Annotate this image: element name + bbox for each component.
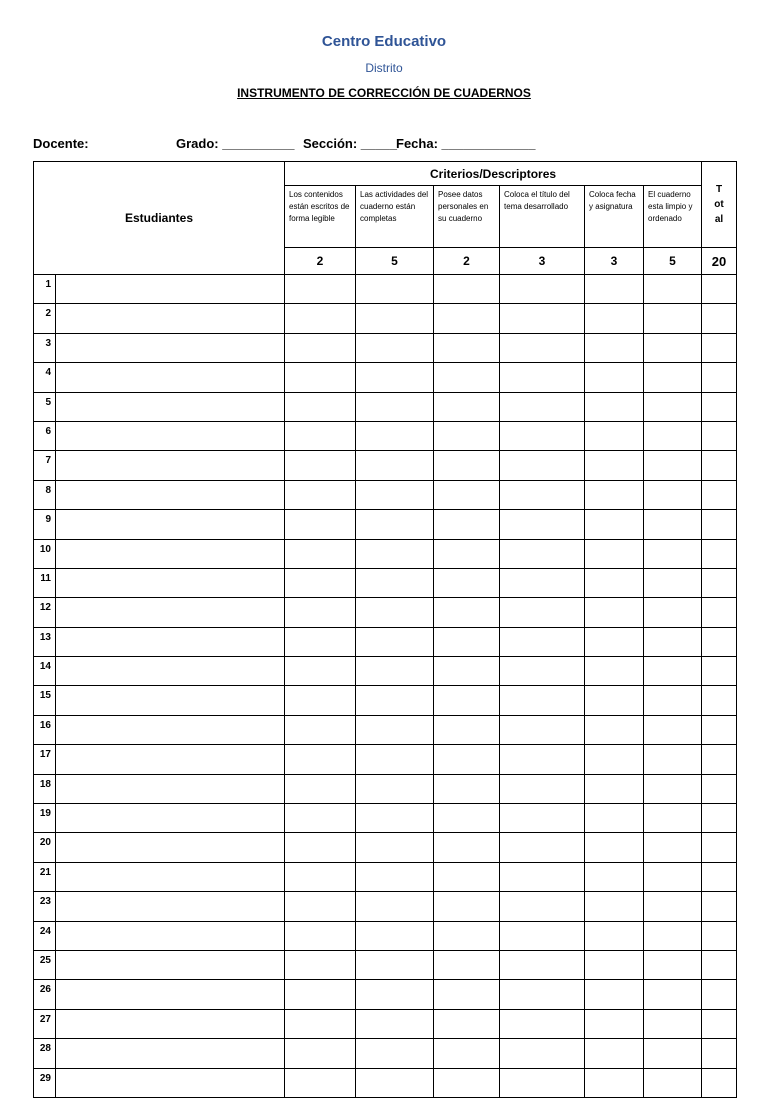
score-cell[interactable] bbox=[285, 980, 356, 1009]
row-number: 13 bbox=[34, 627, 56, 656]
score-cell[interactable] bbox=[500, 539, 585, 568]
student-name-cell[interactable] bbox=[56, 363, 285, 392]
total-cell[interactable] bbox=[702, 686, 737, 715]
score-cell[interactable] bbox=[434, 539, 500, 568]
student-row bbox=[34, 1068, 737, 1097]
student-name-cell[interactable] bbox=[56, 833, 285, 862]
criterion-description: Los contenidos están escritos de forma legible bbox=[285, 186, 356, 248]
total-cell[interactable] bbox=[702, 480, 737, 509]
student-row bbox=[34, 833, 737, 862]
student-row bbox=[34, 539, 737, 568]
score-cell[interactable] bbox=[644, 627, 702, 656]
total-cell[interactable] bbox=[702, 657, 737, 686]
score-cell[interactable] bbox=[500, 598, 585, 627]
student-name-cell[interactable] bbox=[56, 774, 285, 803]
score-cell[interactable] bbox=[585, 804, 644, 833]
student-name-cell[interactable] bbox=[56, 510, 285, 539]
score-cell[interactable] bbox=[500, 333, 585, 362]
score-cell[interactable] bbox=[356, 862, 434, 891]
score-cell[interactable] bbox=[644, 862, 702, 891]
student-name-cell[interactable] bbox=[56, 892, 285, 921]
row-number: 16 bbox=[34, 715, 56, 744]
criterion-points: 2 bbox=[434, 248, 500, 275]
row-number: 7 bbox=[34, 451, 56, 480]
student-name-cell[interactable] bbox=[56, 627, 285, 656]
criteria-header: Criterios/Descriptores bbox=[285, 162, 702, 186]
student-row bbox=[34, 363, 737, 392]
student-row bbox=[34, 862, 737, 891]
score-cell[interactable] bbox=[500, 568, 585, 597]
total-cell[interactable] bbox=[702, 363, 737, 392]
score-cell[interactable] bbox=[285, 568, 356, 597]
score-cell[interactable] bbox=[644, 392, 702, 421]
student-row bbox=[34, 392, 737, 421]
score-cell[interactable] bbox=[356, 804, 434, 833]
score-cell[interactable] bbox=[585, 451, 644, 480]
score-cell[interactable] bbox=[285, 804, 356, 833]
score-cell[interactable] bbox=[434, 921, 500, 950]
total-cell[interactable] bbox=[702, 510, 737, 539]
student-row bbox=[34, 686, 737, 715]
score-cell[interactable] bbox=[434, 510, 500, 539]
students-header: Estudiantes bbox=[34, 162, 285, 275]
score-cell[interactable] bbox=[434, 657, 500, 686]
score-cell[interactable] bbox=[500, 392, 585, 421]
score-cell[interactable] bbox=[356, 480, 434, 509]
score-cell[interactable] bbox=[644, 715, 702, 744]
total-cell[interactable] bbox=[702, 451, 737, 480]
document-title: INSTRUMENTO DE CORRECCIÓN DE CUADERNOS bbox=[237, 86, 531, 100]
student-name-cell[interactable] bbox=[56, 980, 285, 1009]
student-name-cell[interactable] bbox=[56, 804, 285, 833]
score-cell[interactable] bbox=[500, 686, 585, 715]
score-cell[interactable] bbox=[644, 774, 702, 803]
score-cell[interactable] bbox=[644, 510, 702, 539]
student-row bbox=[34, 657, 737, 686]
score-cell[interactable] bbox=[585, 392, 644, 421]
student-name-cell[interactable] bbox=[56, 715, 285, 744]
student-name-cell[interactable] bbox=[56, 451, 285, 480]
criterion-description: Coloca fecha y asignatura bbox=[585, 186, 644, 248]
score-cell[interactable] bbox=[285, 686, 356, 715]
total-points: 20 bbox=[702, 248, 737, 275]
score-cell[interactable] bbox=[356, 715, 434, 744]
score-cell[interactable] bbox=[434, 892, 500, 921]
row-number: 27 bbox=[34, 1009, 56, 1038]
score-cell[interactable] bbox=[500, 892, 585, 921]
score-cell[interactable] bbox=[585, 333, 644, 362]
score-cell[interactable] bbox=[356, 657, 434, 686]
score-cell[interactable] bbox=[644, 950, 702, 979]
score-cell[interactable] bbox=[434, 1068, 500, 1097]
score-cell[interactable] bbox=[285, 1068, 356, 1097]
row-number: 6 bbox=[34, 421, 56, 450]
score-cell[interactable] bbox=[285, 833, 356, 862]
score-cell[interactable] bbox=[434, 686, 500, 715]
score-cell[interactable] bbox=[644, 363, 702, 392]
student-name-cell[interactable] bbox=[56, 1039, 285, 1068]
total-cell[interactable] bbox=[702, 568, 737, 597]
score-cell[interactable] bbox=[644, 480, 702, 509]
student-row bbox=[34, 745, 737, 774]
row-number: 12 bbox=[34, 598, 56, 627]
score-cell[interactable] bbox=[585, 892, 644, 921]
row-number: 5 bbox=[34, 392, 56, 421]
criterion-points: 5 bbox=[644, 248, 702, 275]
student-row bbox=[34, 421, 737, 450]
score-cell[interactable] bbox=[644, 686, 702, 715]
score-cell[interactable] bbox=[434, 480, 500, 509]
total-cell[interactable] bbox=[702, 774, 737, 803]
score-cell[interactable] bbox=[585, 480, 644, 509]
criterion-description: Las actividades del cuaderno están completas bbox=[356, 186, 434, 248]
row-number: 2 bbox=[34, 304, 56, 333]
total-cell[interactable] bbox=[702, 833, 737, 862]
score-cell[interactable] bbox=[356, 510, 434, 539]
score-cell[interactable] bbox=[434, 745, 500, 774]
score-cell[interactable] bbox=[285, 657, 356, 686]
score-cell[interactable] bbox=[434, 568, 500, 597]
score-cell[interactable] bbox=[585, 950, 644, 979]
score-cell[interactable] bbox=[500, 627, 585, 656]
score-cell[interactable] bbox=[500, 745, 585, 774]
grado-field: Grado: __________ bbox=[176, 136, 295, 151]
score-cell[interactable] bbox=[285, 627, 356, 656]
grading-table bbox=[33, 161, 737, 1098]
score-cell[interactable] bbox=[500, 715, 585, 744]
row-number: 8 bbox=[34, 480, 56, 509]
score-cell[interactable] bbox=[285, 1039, 356, 1068]
score-cell[interactable] bbox=[285, 510, 356, 539]
score-cell[interactable] bbox=[644, 275, 702, 304]
student-row bbox=[34, 333, 737, 362]
score-cell[interactable] bbox=[500, 657, 585, 686]
total-cell[interactable] bbox=[702, 627, 737, 656]
score-cell[interactable] bbox=[644, 892, 702, 921]
criterion-description: Coloca el título del tema desarrollado bbox=[500, 186, 585, 248]
score-cell[interactable] bbox=[285, 598, 356, 627]
student-name-cell[interactable] bbox=[56, 333, 285, 362]
score-cell[interactable] bbox=[500, 980, 585, 1009]
score-cell[interactable] bbox=[500, 1039, 585, 1068]
student-name-cell[interactable] bbox=[56, 392, 285, 421]
score-cell[interactable] bbox=[356, 392, 434, 421]
score-cell[interactable] bbox=[585, 686, 644, 715]
student-row bbox=[34, 598, 737, 627]
score-cell[interactable] bbox=[434, 1039, 500, 1068]
total-header bbox=[702, 162, 737, 248]
score-cell[interactable] bbox=[285, 921, 356, 950]
student-name-cell[interactable] bbox=[56, 275, 285, 304]
score-cell[interactable] bbox=[434, 304, 500, 333]
score-cell[interactable] bbox=[434, 598, 500, 627]
student-name-cell[interactable] bbox=[56, 862, 285, 891]
total-header-line: ot bbox=[714, 199, 724, 210]
score-cell[interactable] bbox=[285, 275, 356, 304]
row-number: 11 bbox=[34, 568, 56, 597]
score-cell[interactable] bbox=[434, 363, 500, 392]
score-cell[interactable] bbox=[500, 950, 585, 979]
seccion-field: Sección: _____ bbox=[303, 136, 397, 151]
score-cell[interactable] bbox=[585, 921, 644, 950]
score-cell[interactable] bbox=[644, 539, 702, 568]
score-cell[interactable] bbox=[644, 980, 702, 1009]
score-cell[interactable] bbox=[356, 539, 434, 568]
total-cell[interactable] bbox=[702, 980, 737, 1009]
student-name-cell[interactable] bbox=[56, 304, 285, 333]
score-cell[interactable] bbox=[285, 539, 356, 568]
score-cell[interactable] bbox=[644, 568, 702, 597]
score-cell[interactable] bbox=[500, 275, 585, 304]
score-cell[interactable] bbox=[434, 950, 500, 979]
row-number: 9 bbox=[34, 510, 56, 539]
score-cell[interactable] bbox=[644, 657, 702, 686]
score-cell[interactable] bbox=[434, 980, 500, 1009]
student-row bbox=[34, 980, 737, 1009]
score-cell[interactable] bbox=[585, 980, 644, 1009]
row-number: 21 bbox=[34, 862, 56, 891]
score-cell[interactable] bbox=[356, 1039, 434, 1068]
score-cell[interactable] bbox=[644, 1068, 702, 1097]
score-cell[interactable] bbox=[356, 333, 434, 362]
student-name-cell[interactable] bbox=[56, 480, 285, 509]
score-cell[interactable] bbox=[585, 1068, 644, 1097]
score-cell[interactable] bbox=[585, 363, 644, 392]
score-cell[interactable] bbox=[500, 363, 585, 392]
score-cell[interactable] bbox=[356, 304, 434, 333]
criterion-description: Posee datos personales en su cuaderno bbox=[434, 186, 500, 248]
score-cell[interactable] bbox=[500, 833, 585, 862]
total-cell[interactable] bbox=[702, 1068, 737, 1097]
row-number: 23 bbox=[34, 892, 56, 921]
score-cell[interactable] bbox=[500, 862, 585, 891]
score-cell[interactable] bbox=[585, 715, 644, 744]
score-cell[interactable] bbox=[644, 451, 702, 480]
score-cell[interactable] bbox=[644, 1039, 702, 1068]
score-cell[interactable] bbox=[644, 833, 702, 862]
score-cell[interactable] bbox=[356, 275, 434, 304]
student-row bbox=[34, 921, 737, 950]
score-cell[interactable] bbox=[585, 1039, 644, 1068]
row-number: 3 bbox=[34, 333, 56, 362]
score-cell[interactable] bbox=[356, 921, 434, 950]
criterion-description: El cuaderno esta limpio y ordenado bbox=[644, 186, 702, 248]
student-row bbox=[34, 275, 737, 304]
score-cell[interactable] bbox=[644, 304, 702, 333]
fecha-field: Fecha: _____________ bbox=[396, 136, 536, 151]
criterion-points: 2 bbox=[285, 248, 356, 275]
score-cell[interactable] bbox=[356, 421, 434, 450]
score-cell[interactable] bbox=[356, 950, 434, 979]
total-cell[interactable] bbox=[702, 333, 737, 362]
row-number: 15 bbox=[34, 686, 56, 715]
row-number: 4 bbox=[34, 363, 56, 392]
score-cell[interactable] bbox=[356, 686, 434, 715]
score-cell[interactable] bbox=[285, 392, 356, 421]
score-cell[interactable] bbox=[500, 804, 585, 833]
total-cell[interactable] bbox=[702, 745, 737, 774]
student-row bbox=[34, 804, 737, 833]
score-cell[interactable] bbox=[285, 715, 356, 744]
total-cell[interactable] bbox=[702, 804, 737, 833]
total-header-line: al bbox=[714, 214, 724, 225]
score-cell[interactable] bbox=[356, 833, 434, 862]
score-cell[interactable] bbox=[434, 392, 500, 421]
score-cell[interactable] bbox=[500, 480, 585, 509]
score-cell[interactable] bbox=[644, 745, 702, 774]
student-name-cell[interactable] bbox=[56, 657, 285, 686]
row-number: 10 bbox=[34, 539, 56, 568]
row-number: 14 bbox=[34, 657, 56, 686]
total-cell[interactable] bbox=[702, 950, 737, 979]
student-row bbox=[34, 451, 737, 480]
student-row bbox=[34, 568, 737, 597]
student-name-cell[interactable] bbox=[56, 1068, 285, 1097]
student-row bbox=[34, 510, 737, 539]
score-cell[interactable] bbox=[434, 862, 500, 891]
score-cell[interactable] bbox=[585, 833, 644, 862]
score-cell[interactable] bbox=[585, 510, 644, 539]
student-row bbox=[34, 950, 737, 979]
score-cell[interactable] bbox=[585, 745, 644, 774]
student-row bbox=[34, 480, 737, 509]
score-cell[interactable] bbox=[285, 333, 356, 362]
total-cell[interactable] bbox=[702, 539, 737, 568]
student-name-cell[interactable] bbox=[56, 950, 285, 979]
row-number: 18 bbox=[34, 774, 56, 803]
score-cell[interactable] bbox=[434, 627, 500, 656]
score-cell[interactable] bbox=[285, 950, 356, 979]
score-cell[interactable] bbox=[500, 451, 585, 480]
total-cell[interactable] bbox=[702, 715, 737, 744]
score-cell[interactable] bbox=[434, 333, 500, 362]
score-cell[interactable] bbox=[644, 333, 702, 362]
score-cell[interactable] bbox=[500, 921, 585, 950]
student-name-cell[interactable] bbox=[56, 921, 285, 950]
score-cell[interactable] bbox=[585, 539, 644, 568]
student-name-cell[interactable] bbox=[56, 598, 285, 627]
score-cell[interactable] bbox=[500, 421, 585, 450]
score-cell[interactable] bbox=[356, 363, 434, 392]
score-cell[interactable] bbox=[585, 627, 644, 656]
total-cell[interactable] bbox=[702, 921, 737, 950]
total-header-line: T bbox=[715, 184, 723, 195]
score-cell[interactable] bbox=[644, 421, 702, 450]
row-number: 1 bbox=[34, 275, 56, 304]
score-cell[interactable] bbox=[285, 421, 356, 450]
student-name-cell[interactable] bbox=[56, 568, 285, 597]
score-cell[interactable] bbox=[285, 774, 356, 803]
score-cell[interactable] bbox=[500, 510, 585, 539]
total-cell[interactable] bbox=[702, 598, 737, 627]
score-cell[interactable] bbox=[356, 892, 434, 921]
score-cell[interactable] bbox=[434, 421, 500, 450]
score-cell[interactable] bbox=[285, 892, 356, 921]
score-cell[interactable] bbox=[434, 804, 500, 833]
row-number: 28 bbox=[34, 1039, 56, 1068]
row-number: 25 bbox=[34, 950, 56, 979]
row-number: 29 bbox=[34, 1068, 56, 1097]
student-name-cell[interactable] bbox=[56, 421, 285, 450]
score-cell[interactable] bbox=[356, 1068, 434, 1097]
score-cell[interactable] bbox=[585, 774, 644, 803]
score-cell[interactable] bbox=[434, 275, 500, 304]
score-cell[interactable] bbox=[356, 598, 434, 627]
score-cell[interactable] bbox=[644, 921, 702, 950]
score-cell[interactable] bbox=[434, 451, 500, 480]
student-row bbox=[34, 715, 737, 744]
score-cell[interactable] bbox=[644, 804, 702, 833]
score-cell[interactable] bbox=[500, 304, 585, 333]
score-cell[interactable] bbox=[585, 862, 644, 891]
score-cell[interactable] bbox=[585, 657, 644, 686]
score-cell[interactable] bbox=[356, 627, 434, 656]
student-row bbox=[34, 892, 737, 921]
student-row bbox=[34, 774, 737, 803]
total-cell[interactable] bbox=[702, 304, 737, 333]
student-row bbox=[34, 304, 737, 333]
row-number: 24 bbox=[34, 921, 56, 950]
student-name-cell[interactable] bbox=[56, 686, 285, 715]
score-cell[interactable] bbox=[285, 745, 356, 774]
score-cell[interactable] bbox=[356, 774, 434, 803]
score-cell[interactable] bbox=[434, 833, 500, 862]
row-number: 17 bbox=[34, 745, 56, 774]
total-cell[interactable] bbox=[702, 392, 737, 421]
total-cell[interactable] bbox=[702, 862, 737, 891]
row-number: 20 bbox=[34, 833, 56, 862]
score-cell[interactable] bbox=[585, 421, 644, 450]
score-cell[interactable] bbox=[285, 480, 356, 509]
total-cell[interactable] bbox=[702, 892, 737, 921]
criterion-points: 5 bbox=[356, 248, 434, 275]
score-cell[interactable] bbox=[285, 363, 356, 392]
score-cell[interactable] bbox=[285, 304, 356, 333]
score-cell[interactable] bbox=[356, 451, 434, 480]
score-cell[interactable] bbox=[434, 715, 500, 744]
district-label: Distrito bbox=[365, 61, 403, 75]
score-cell[interactable] bbox=[434, 774, 500, 803]
student-row bbox=[34, 1039, 737, 1068]
total-cell[interactable] bbox=[702, 275, 737, 304]
score-cell[interactable] bbox=[585, 568, 644, 597]
score-cell[interactable] bbox=[356, 745, 434, 774]
score-cell[interactable] bbox=[585, 304, 644, 333]
score-cell[interactable] bbox=[585, 275, 644, 304]
criterion-points: 3 bbox=[585, 248, 644, 275]
criterion-points: 3 bbox=[500, 248, 585, 275]
school-name: Centro Educativo bbox=[321, 33, 447, 50]
score-cell[interactable] bbox=[285, 862, 356, 891]
total-cell[interactable] bbox=[702, 421, 737, 450]
score-cell[interactable] bbox=[500, 1068, 585, 1097]
score-cell[interactable] bbox=[356, 980, 434, 1009]
total-cell[interactable] bbox=[702, 1039, 737, 1068]
docente-field: Docente: bbox=[33, 136, 89, 151]
score-cell[interactable] bbox=[585, 598, 644, 627]
score-cell[interactable] bbox=[285, 451, 356, 480]
score-cell[interactable] bbox=[644, 598, 702, 627]
row-number: 19 bbox=[34, 804, 56, 833]
student-name-cell[interactable] bbox=[56, 539, 285, 568]
score-cell[interactable] bbox=[500, 774, 585, 803]
row-number: 26 bbox=[34, 980, 56, 1009]
student-row bbox=[34, 627, 737, 656]
score-cell[interactable] bbox=[356, 568, 434, 597]
student-name-cell[interactable] bbox=[56, 745, 285, 774]
